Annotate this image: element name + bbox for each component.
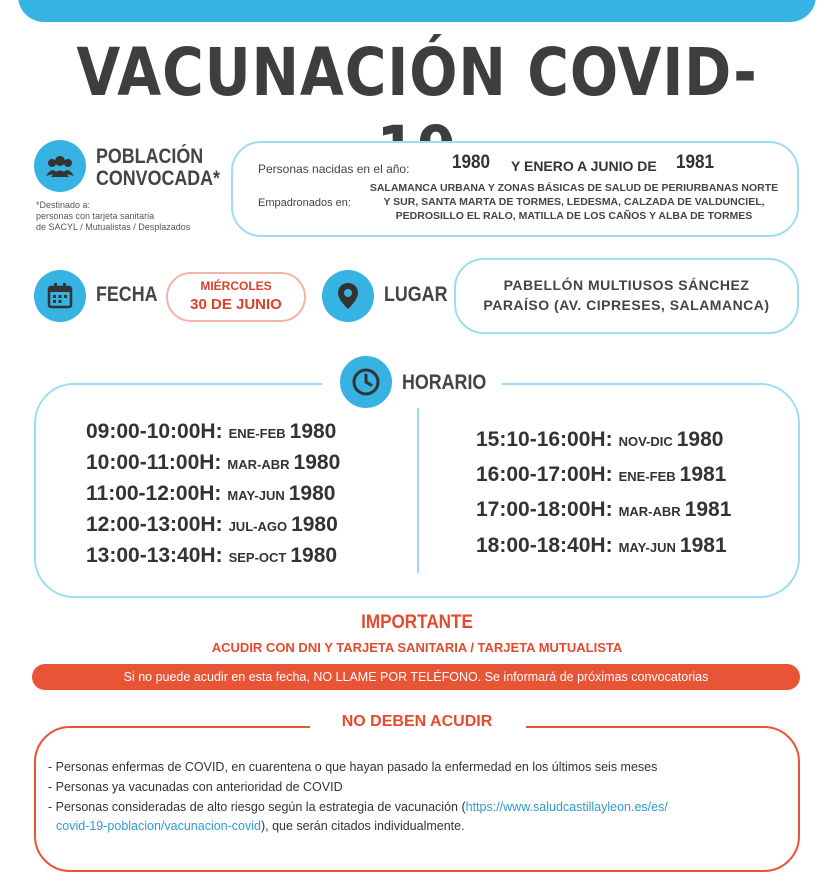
schedule-year: 1981 [684, 498, 732, 521]
clock-icon [340, 356, 392, 408]
note-line3: de SACYL / Mutualistas / Desplazados [36, 222, 191, 232]
zones-line3: PEDROSILLO EL RALO, MATILLA DE LOS CAÑOS Y ALBA DE TORMES [395, 210, 753, 222]
lugar-place [454, 275, 799, 315]
fecha-label: FECHA [96, 283, 158, 306]
schedule-row [86, 544, 337, 568]
poblacion-heading-line2: CONVOCADA* [96, 167, 220, 190]
no-deben-title: NO DEBEN ACUDIR [341, 713, 493, 730]
list-item [48, 798, 668, 816]
schedule-time: 17:00-18:00H: [476, 498, 613, 521]
schedule-year: 1980 [288, 482, 336, 505]
schedule-row [86, 513, 338, 537]
location-pin-icon [322, 270, 374, 322]
list-item: - Personas enfermas de COVID, en cuarentena o que hayan pasado la enfermedad en los últimos seis meses [48, 760, 658, 774]
schedule-row [86, 420, 336, 444]
schedule-period: MAY-JUN [618, 540, 676, 555]
note-line1: *Destinado a: [36, 200, 91, 210]
schedule-time: 15:10-16:00H: [476, 428, 613, 451]
schedule-period: MAY-JUN [227, 488, 285, 503]
vacunacion-link-continued[interactable]: covid-19-poblacion/vacunacion-covid [56, 819, 261, 833]
schedule-time: 09:00-10:00H: [86, 420, 223, 443]
schedule-time: 13:00-13:40H: [86, 544, 223, 567]
schedule-year: 1980 [293, 451, 341, 474]
schedule-period: JUL-AGO [228, 519, 288, 534]
schedule-year: 1981 [679, 534, 727, 557]
registered-label: Empadronados en: [258, 197, 351, 209]
lugar-label: LUGAR [384, 283, 448, 306]
fecha-date: 30 DE JUNIO [190, 296, 282, 313]
schedule-time: 11:00-12:00H: [86, 482, 222, 505]
schedule-row [86, 451, 340, 475]
list-item-continuation [56, 817, 465, 835]
top-banner [18, 0, 816, 22]
schedule-time: 12:00-13:00H: [86, 513, 223, 536]
schedule-period: MAR-ABR [618, 504, 681, 519]
poblacion-heading [96, 146, 220, 190]
schedule-time: 10:00-11:00H: [86, 451, 222, 474]
zones-list [350, 181, 798, 223]
born-label: Personas nacidas en el año: [258, 162, 410, 176]
note-line2: personas con tarjeta sanitaria [36, 211, 155, 221]
schedule-period: ENE-FEB [618, 469, 676, 484]
born-year2: 1981 [676, 152, 715, 173]
schedule-year: 1980 [290, 544, 338, 567]
zones-line2: Y SUR, SANTA MARTA DE TORMES, LEDESMA, CALZADA DE VALDUNCIEL, [383, 196, 765, 208]
importante-subtitle: ACUDIR CON DNI Y TARJETA SANITARIA / TARJETA MUTUALISTA [211, 640, 623, 655]
poblacion-heading-line1: POBLACIÓN [96, 145, 204, 168]
list-item-text: - Personas consideradas de alto riesgo según la estrategia de vacunación ( [48, 800, 466, 814]
schedule-time: 16:00-17:00H: [476, 463, 613, 486]
importante-title: IMPORTANTE [361, 612, 473, 633]
born-year: 1980 [452, 152, 491, 173]
fecha-day: MIÉRCOLES [200, 279, 272, 293]
place-line2: PARAÍSO (AV. CIPRESES, SALAMANCA) [483, 297, 770, 313]
group-icon [34, 140, 86, 192]
schedule-period: MAR-ABR [227, 457, 290, 472]
vacunacion-link[interactable]: https://www.saludcastillayleon.es/es/ [465, 800, 668, 814]
schedule-row [476, 463, 726, 487]
schedule-row [476, 498, 731, 522]
place-line1: PABELLÓN MULTIUSOS SÁNCHEZ [503, 277, 750, 293]
schedule-period: ENE-FEB [228, 426, 286, 441]
schedule-year: 1981 [679, 463, 727, 486]
schedule-period: NOV-DIC [618, 434, 673, 449]
schedule-row [476, 428, 723, 452]
list-item-tail: ), que serán citados individualmente. [260, 819, 465, 833]
schedule-year: 1980 [291, 513, 338, 536]
poblacion-note [36, 200, 236, 233]
list-item: - Personas ya vacunadas con anterioridad de COVID [48, 780, 343, 794]
schedule-year: 1980 [289, 420, 337, 443]
schedule-year: 1980 [676, 428, 724, 451]
page-title: VACUNACIÓN COVID- [76, 34, 758, 111]
schedule-row [476, 534, 727, 558]
warning-banner: Si no puede acudir en esta fecha, NO LLAME POR TELÉFONO. Se informará de próximas convocatorias [32, 664, 800, 690]
schedule-period: SEP-OCT [228, 550, 287, 565]
schedule-row [86, 482, 335, 506]
calendar-icon [34, 270, 86, 322]
schedule-divider [417, 408, 419, 573]
zones-line1: SALAMANCA URBANA Y ZONAS BÁSICAS DE SALUD DE PERIURBANAS NORTE [369, 182, 779, 194]
born-extra: Y ENERO A JUNIO DE [511, 158, 657, 174]
schedule-time: 18:00-18:40H: [476, 534, 613, 557]
horario-label: HORARIO [402, 371, 487, 394]
